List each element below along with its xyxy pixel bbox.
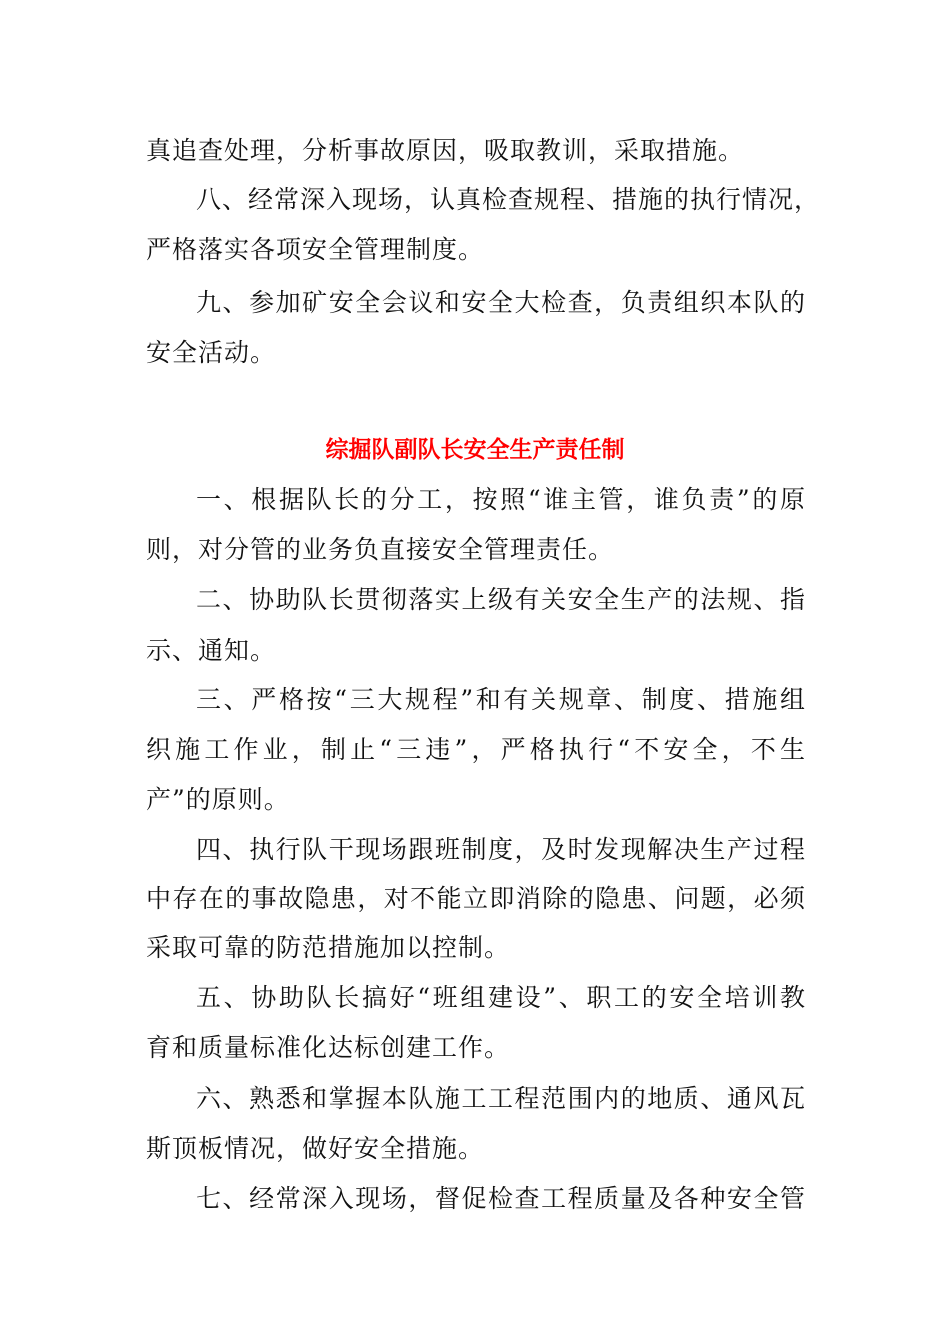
text-line: 育和质量标准化达标创建工作。 (146, 1033, 511, 1062)
text-line: 安全活动。 (146, 338, 277, 367)
text-line: 一、根据队长的分工，按照“谁主管，谁负责”的原 (196, 485, 806, 514)
text-line: 采取可靠的防范措施加以控制。 (146, 933, 511, 962)
text-line: 五、协助队长搞好“班组建设”、职工的安全培训教 (196, 983, 806, 1012)
section-title: 综掘队副队长安全生产责任制 (325, 437, 625, 463)
text-line: 二、协助队长贯彻落实上级有关安全生产的法规、指 (196, 585, 806, 614)
text-line: 产”的原则。 (146, 785, 290, 814)
text-line: 四、执行队干现场跟班制度，及时发现解决生产过程 (196, 835, 806, 864)
text-line: 七、经常深入现场，督促检查工程质量及各种安全管 (196, 1184, 806, 1213)
text-line: 织施工作业，制止“三违”，严格执行“不安全，不生 (146, 735, 806, 764)
text-line: 八、经常深入现场，认真检查规程、措施的执行情况， (196, 185, 821, 214)
text-line: 则，对分管的业务负直接安全管理责任。 (146, 535, 615, 564)
text-line: 示、通知。 (146, 636, 277, 665)
text-line: 中存在的事故隐患，对不能立即消除的隐患、问题，必须 (146, 884, 806, 913)
text-line: 真追查处理，分析事故原因，吸取教训，采取措施。 (146, 136, 745, 165)
text-line: 六、熟悉和掌握本队施工工程范围内的地质、通风瓦 (196, 1084, 806, 1113)
text-line: 斯顶板情况，做好安全措施。 (146, 1134, 485, 1163)
text-line: 严格落实各项安全管理制度。 (146, 235, 485, 264)
text-line: 九、参加矿安全会议和安全大检查，负责组织本队的 (196, 288, 806, 317)
text-line: 三、严格按“三大规程”和有关规章、制度、措施组 (196, 685, 806, 714)
